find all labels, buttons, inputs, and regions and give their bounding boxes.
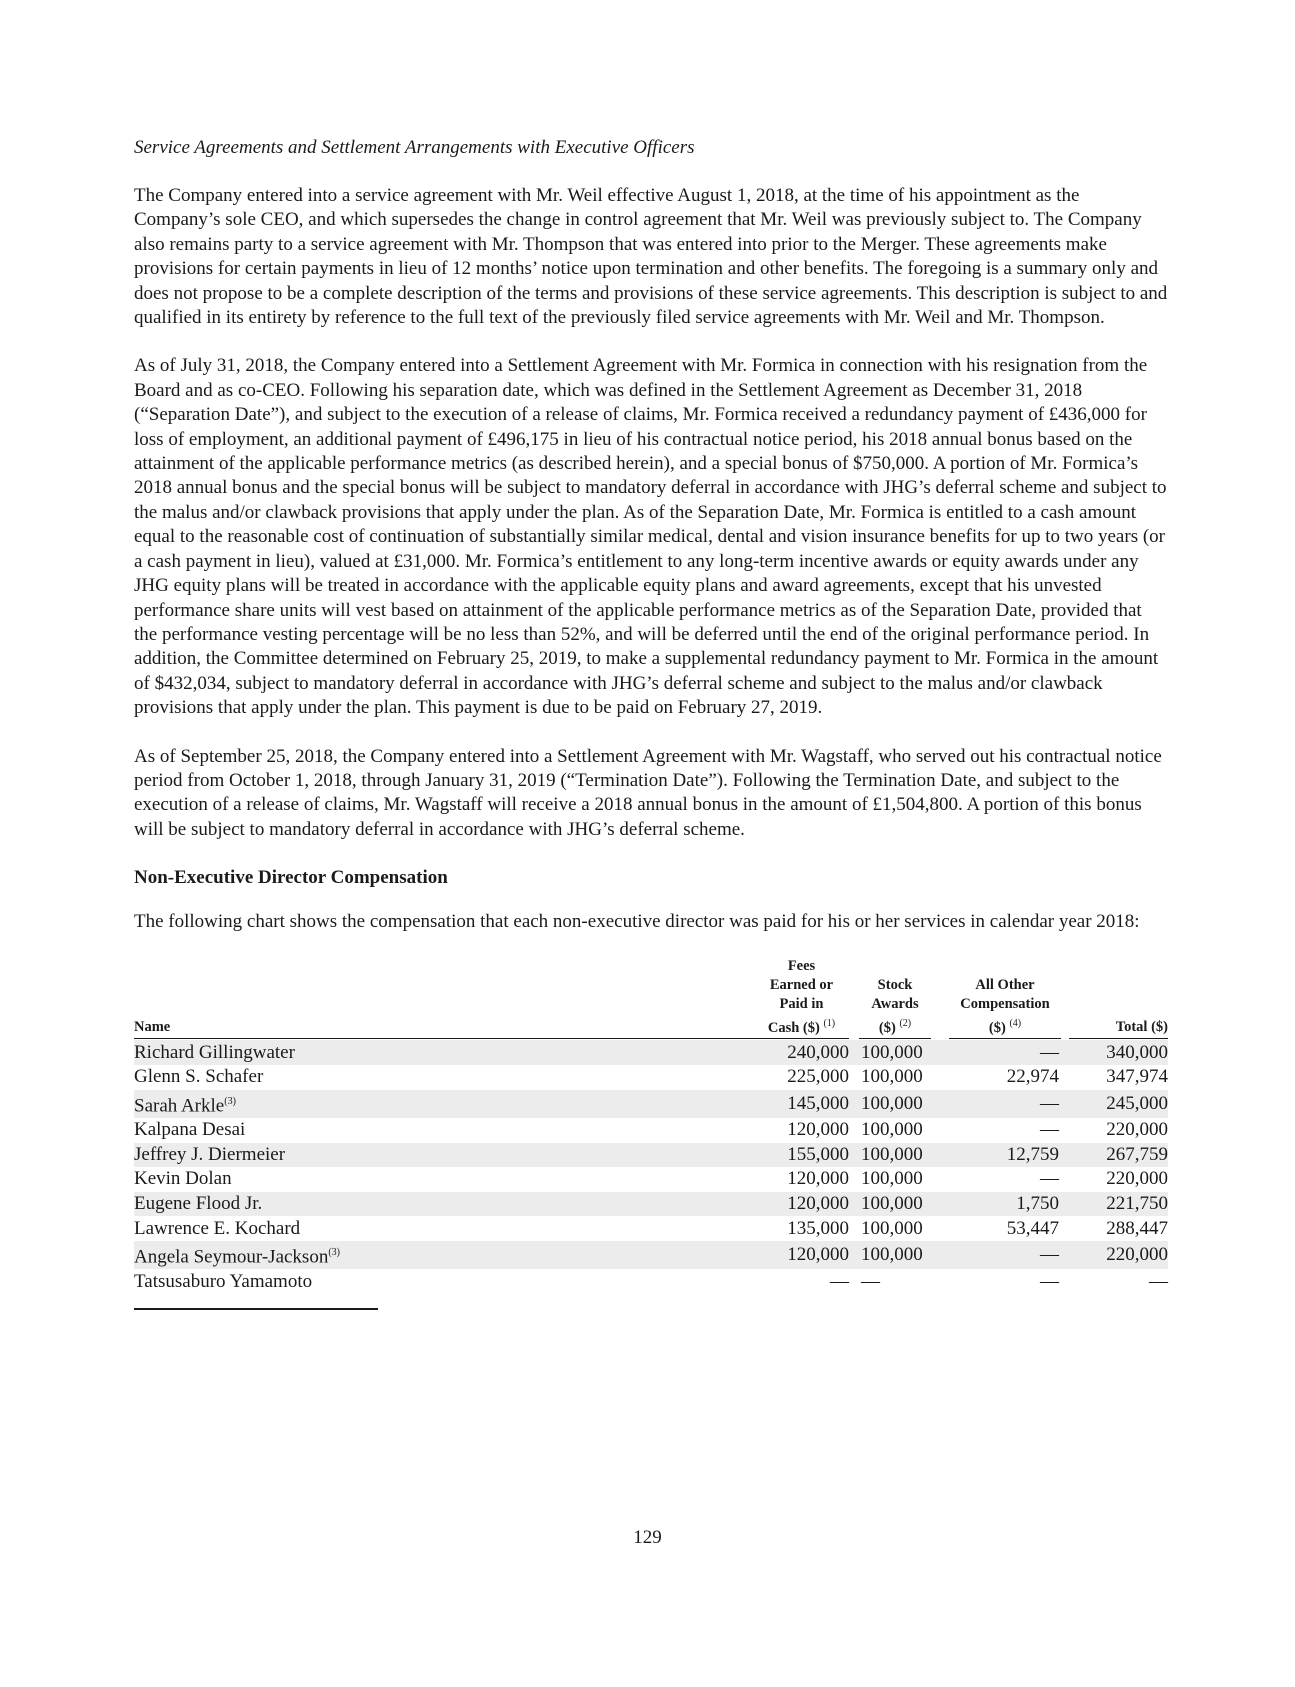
table-row <box>134 1143 1168 1168</box>
compensation-table <box>134 957 1168 1294</box>
cell-stock: 100,000 <box>861 1066 923 1088</box>
cell-stock: 100,000 <box>861 1217 923 1239</box>
header-stock: Stock Awards ($) $^{(2)}$ <box>849 957 941 1041</box>
footnote-marker: (3) <box>224 1095 236 1107</box>
cell-fees: 240,000 <box>754 1040 849 1065</box>
page-number: 129 <box>633 1527 662 1548</box>
cell-other: 12,759 <box>941 1143 1069 1168</box>
table-row <box>134 1040 1168 1065</box>
cell-other: — <box>941 1241 1069 1269</box>
cell-total: 221,750 <box>1069 1192 1168 1217</box>
cell-stock: 100,000 <box>861 1119 923 1141</box>
cell-stock: 100,000 <box>849 1143 941 1168</box>
cell-fees: 135,000 <box>787 1217 849 1239</box>
cell-other: — <box>1040 1119 1059 1141</box>
cell-fees: 120,000 <box>754 1192 849 1217</box>
cell-total: 267,759 <box>1069 1143 1168 1168</box>
section-heading: Service Agreements and Settlement Arrangements with Executive Officers <box>134 137 695 158</box>
cell-other: — <box>1040 1270 1059 1292</box>
footnote-divider <box>134 1308 378 1310</box>
document-page <box>134 136 1168 1310</box>
cell-total: 340,000 <box>1069 1040 1168 1065</box>
table-row <box>134 1216 1168 1241</box>
cell-fees: 120,000 <box>787 1119 849 1141</box>
nonexec-intro: The following chart shows the compensation that each non-executive director was paid for his or her services in calendar year 2018: <box>134 911 1140 933</box>
cell-other: — <box>941 1040 1069 1065</box>
cell-stock: 100,000 <box>849 1241 941 1269</box>
cell-name: Glenn S. Schafer <box>134 1066 264 1088</box>
table-row <box>134 1269 1168 1294</box>
cell-name: Richard Gillingwater <box>134 1040 754 1065</box>
cell-name: Jeffrey J. Diermeier <box>134 1143 754 1168</box>
paragraph-service-agreements: The Company entered into a service agreement with Mr. Weil effective August 1, 2018, at the time of his appointment as the Company’s sole CEO, and which supersedes the change in control agreement that Mr. Weil was previously subject to. The Company also remains party to a service agreement with Mr. Thompson that was entered into prior to the Merger. These agreements make provisions for certain payments in lieu of 12 months’ notice upon termination and other benefits. The foregoing is a summary only and does not propose to be a complete description of the terms and provisions of these service agreements. This description is subject to and qualified in its entirety by reference to the full text of the previously filed service agreements with Mr. Weil and Mr. Thompson. <box>134 185 1168 329</box>
cell-other: — <box>1040 1168 1059 1190</box>
cell-stock: — <box>861 1270 880 1292</box>
header-fees: Fees Earned or Paid in Cash ($) $^{(1)}$ <box>754 957 849 1041</box>
cell-total: 220,000 <box>1106 1168 1168 1190</box>
cell-fees: 155,000 <box>754 1143 849 1168</box>
cell-other: — <box>941 1090 1069 1118</box>
cell-total: — <box>1149 1270 1168 1292</box>
cell-other: 1,750 <box>941 1192 1069 1217</box>
header-total: Total ($) <box>1069 957 1168 1041</box>
paragraph-formica-settlement: As of July 31, 2018, the Company entered into a Settlement Agreement with Mr. Formica in connection with his resignation from the Board and as co-CEO. Following his separation date, which was defined in the Settlement Agreement as December 31, 2018 (“Separation Date”), and subject to the execution of a release of claims, Mr. Formica received a redundancy payment of £436,000 for loss of employment, an additional payment of £496,175 in lieu of his contractual notice period, his 2018 annual bonus based on the attainment of the applicable performance metrics (as described herein), and a special bonus of $750,000. A portion of Mr. Formica’s 2018 annual bonus and the special bonus will be subject to mandatory deferral in accordance with JHG’s deferral scheme and subject to the malus and/or clawback provisions that apply under the plan. As of the Separation Date, Mr. Formica is entitled to a cash amount equal to the reasonable cost of continuation of substantially similar medical, dental and vision insurance benefits for up to two years (or a cash payment in lieu), valued at £31,000. Mr. Formica’s entitlement to any long-term incentive awards or equity awards under any JHG equity plans will be treated in accordance with the applicable equity plans and award agreements, except that his unvested performance share units will vest based on attainment of the applicable performance metrics as of the Separation Date, provided that the performance vesting percentage will be no less than 52%, and will be deferred until the end of the original performance period. In addition, the Committee determined on February 25, 2019, to make a supplemental redundancy payment to Mr. Formica in the amount of $432,034, subject to mandatory deferral in accordance with JHG’s deferral scheme and subject to the malus and/or clawback provisions that apply under the plan. This payment is due to be paid on February 27, 2019. <box>134 355 1167 719</box>
cell-fees: 120,000 <box>787 1168 849 1190</box>
cell-stock: 100,000 <box>849 1192 941 1217</box>
cell-total: 245,000 <box>1069 1090 1168 1118</box>
header-name: Name <box>134 957 754 1041</box>
cell-stock: 100,000 <box>849 1040 941 1065</box>
nonexec-heading: Non-Executive Director Compensation <box>134 867 448 889</box>
table-header-row <box>134 957 1168 1041</box>
cell-name: Sarah Arkle$^{(3)}$ <box>134 1090 754 1118</box>
header-other: All Other Compensation ($) $^{(4)}$ <box>941 957 1069 1041</box>
table-row <box>134 1241 1168 1269</box>
table-row <box>134 1090 1168 1118</box>
cell-name: Eugene Flood Jr. <box>134 1192 754 1217</box>
cell-name: Kevin Dolan <box>134 1168 232 1190</box>
table-row <box>134 1118 1168 1143</box>
cell-name: Tatsusaburo Yamamoto <box>134 1270 313 1292</box>
cell-other: 22,974 <box>1006 1066 1059 1088</box>
cell-total: 288,447 <box>1106 1217 1168 1239</box>
cell-other: 53,447 <box>1006 1217 1059 1239</box>
footnote-marker: (3) <box>328 1246 340 1258</box>
table-body <box>134 1040 1168 1293</box>
cell-total: 347,974 <box>1106 1066 1168 1088</box>
cell-fees: 145,000 <box>754 1090 849 1118</box>
table-row <box>134 1192 1168 1217</box>
cell-fees: — <box>830 1270 849 1292</box>
paragraph-wagstaff-settlement: As of September 25, 2018, the Company entered into a Settlement Agreement with Mr. Wagstaff, who served out his contractual notice period from October 1, 2018, through January 31, 2019 (“Termination Date”). Following the Termination Date, and subject to the execution of a release of claims, Mr. Wagstaff will receive a 2018 annual bonus in the amount of £1,504,800. A portion of this bonus will be subject to mandatory deferral in accordance with JHG’s deferral scheme. <box>134 745 1162 840</box>
cell-name: Lawrence E. Kochard <box>134 1217 301 1239</box>
table-row <box>134 1167 1168 1192</box>
cell-total: 220,000 <box>1069 1241 1168 1269</box>
cell-stock: 100,000 <box>861 1168 923 1190</box>
cell-name: Angela Seymour-Jackson$^{(3)}$ <box>134 1241 754 1269</box>
cell-name: Kalpana Desai <box>134 1119 246 1141</box>
table-row <box>134 1065 1168 1090</box>
cell-fees: 120,000 <box>754 1241 849 1269</box>
cell-fees: 225,000 <box>787 1066 849 1088</box>
cell-total: 220,000 <box>1106 1119 1168 1141</box>
cell-stock: 100,000 <box>849 1090 941 1118</box>
